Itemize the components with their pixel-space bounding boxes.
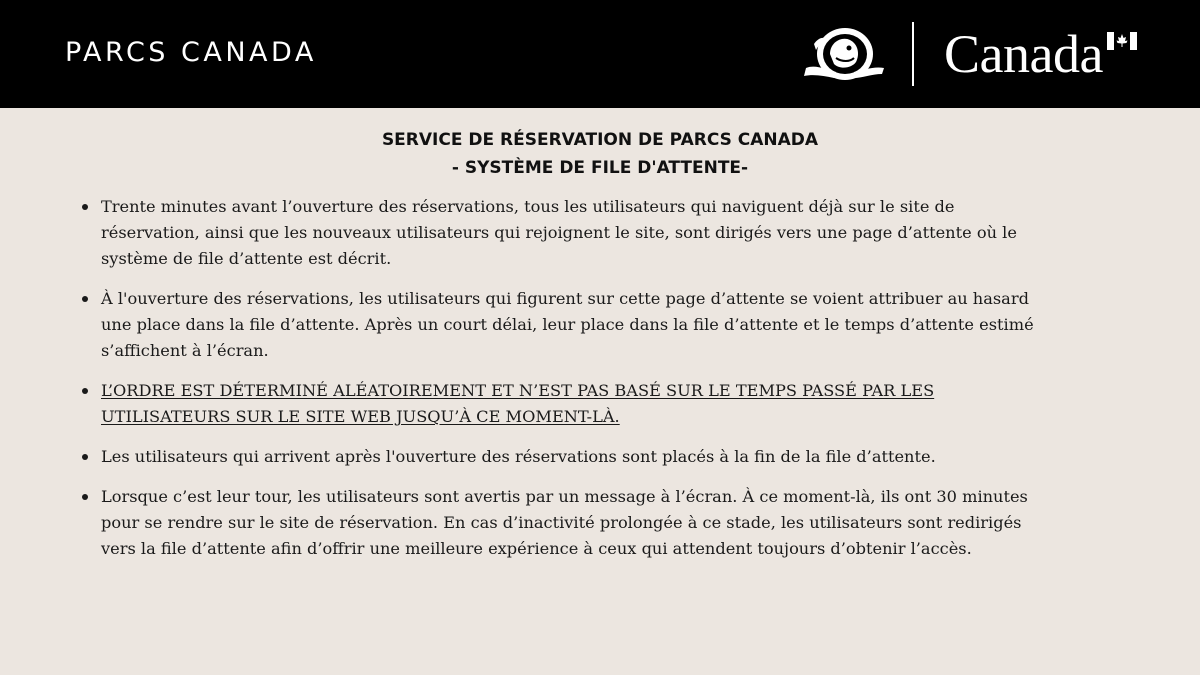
canada-wordmark: [944, 24, 1144, 84]
header-bar: [0, 0, 1200, 108]
beaver-logo-icon: [800, 24, 886, 86]
page-title: [0, 126, 1200, 182]
list-item: Les utilisateurs qui arrivent après l'ouverture des réservations sont placés à la fin de la file d’attente.: [79, 444, 1049, 470]
bullet-list: [79, 194, 1049, 576]
wordmark-text: Canada: [944, 24, 1103, 84]
list-item: Lorsque c’est leur tour, les utilisateurs sont avertis par un message à l’écran. À ce moment-là, ils ont 30 minutes pour se rendre sur le site de réservation. En cas d’inactivité prolongée à ce stade, les utilisateurs sont redirigés vers la file d’attente afin d’offrir une meilleure expérience à ceux qui attendent toujours d’obtenir l’accès.: [79, 484, 1049, 562]
canada-flag-icon: [1107, 32, 1137, 50]
list-item: À l'ouverture des réservations, les utilisateurs qui figurent sur cette page d’attente se voient attribuer au hasard une place dans la file d’attente. Après un court délai, leur place dans la file d’attente et le temps d’attente estimé s’affichent à l’écran.: [79, 286, 1049, 364]
list-item-emphasis: L’ORDRE EST DÉTERMINÉ ALÉATOIREMENT ET N’EST PAS BASÉ SUR LE TEMPS PASSÉ PAR LES UTILISATEURS SUR LE SITE WEB JUSQU’À CE MOMENT-LÀ.: [79, 378, 1049, 430]
title-line-1: SERVICE DE RÉSERVATION DE PARCS CANADA: [381, 130, 819, 150]
title-line-2: - SYSTÈME DE FILE D'ATTENTE-: [451, 158, 749, 178]
header-divider: [912, 22, 914, 86]
brand-name: PARCS CANADA: [65, 37, 317, 68]
list-item: Trente minutes avant l’ouverture des réservations, tous les utilisateurs qui naviguent déjà sur le site de réservation, ainsi que les nouveaux utilisateurs qui rejoignent le site, sont dirigés vers une page d’attente où le système de file d’attente est décrit.: [79, 194, 1049, 272]
